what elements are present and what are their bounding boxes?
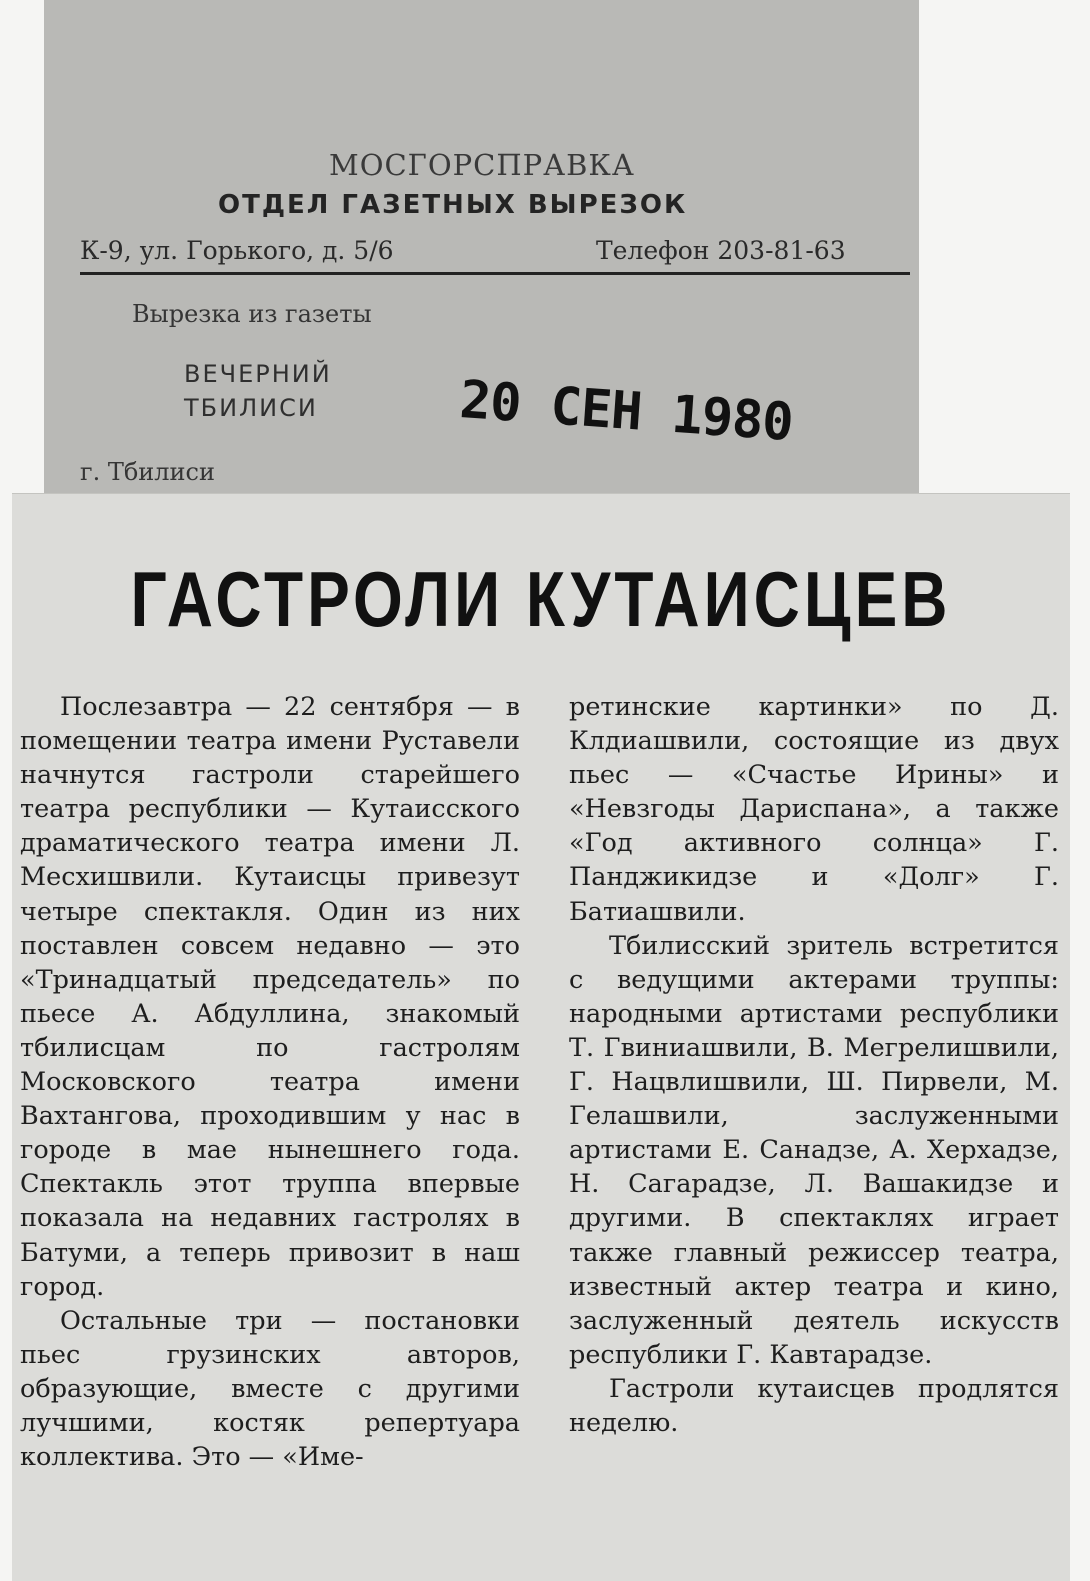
article-paragraph: ретинские картинки» по Д. Клдиашвили, состоящие из двух пьес — «Счастье Ирины» и «Невзгоды Дариспана», а также «Год активного солнца» Г. Панджикидзе и «Долг» Г. Батиашвили. bbox=[569, 692, 1059, 927]
article-headline: ГАСТРОЛИ КУТАИСЦЕВ bbox=[130, 555, 952, 644]
clipping-from-label: Вырезка из газеты bbox=[132, 300, 372, 328]
article-paragraph: Остальные три — постановки пьес грузинских авторов, образующие, вместе с другими лучшими, костяк репертуара коллектива. Это — «Име- bbox=[20, 1305, 520, 1473]
newspaper-name-line1: ВЕЧЕРНИЙ bbox=[184, 360, 332, 388]
date-stamp: 20 СЕН 1980 bbox=[457, 370, 795, 454]
address: К-9, ул. Горького, д. 5/6 bbox=[80, 236, 394, 265]
article-paragraph: Гастроли кутаисцев продлятся неделю. bbox=[569, 1373, 1059, 1438]
article-paragraph: Тбилисский зритель встретится с ведущими актерами труппы: народными артистами республики Т. Гвиниашвили, В. Мегрелишвили, Г. Нацвлишвили, Ш. Пирвели, М. Гелашвили, заслуженными артистами Е. Санадзе, А. Херхадзе, Н. Сагарадзе, Л. Вашакидзе и другими. В спектаклях играет также главный режиссер театра, известный актер театра и кино, заслуженный деятель искусств республики Г. Кавтарадзе. bbox=[569, 930, 1059, 1370]
city: г. Тбилиси bbox=[80, 458, 215, 486]
newspaper-clipping bbox=[12, 493, 1070, 1581]
phone: Телефон 203-81-63 bbox=[596, 236, 846, 265]
newspaper-name bbox=[184, 357, 332, 425]
org-name: МОСГОРСПРАВКА bbox=[329, 148, 635, 182]
article-paragraph: Послезавтра — 22 сентября — в помещении театра имени Руставели начнутся гастроли старейшего театра республики — Кутаисского драматического театра имени Л. Месхишвили. Кутаисцы привезут четыре спектакля. Один из них поставлен совсем недавно — это «Тринадцатый председатель» по пьесе А. Абдуллина, знакомый тбилисцам по гастролям Московского театра имени Вахтангова, проходившим у нас в городе в мае нынешнего года. Спектакль этот труппа впервые показала на недавних гастролях в Батуми, а теперь привозит в наш город. bbox=[20, 692, 520, 1302]
newspaper-name-line2: ТБИЛИСИ bbox=[184, 394, 318, 422]
clipping-service-stamp bbox=[44, 0, 919, 520]
article-column-right bbox=[569, 690, 1059, 1440]
divider bbox=[80, 272, 910, 275]
department-name: ОТДЕЛ ГАЗЕТНЫХ ВЫРЕЗОК bbox=[218, 190, 688, 220]
article-column-left bbox=[20, 690, 520, 1474]
